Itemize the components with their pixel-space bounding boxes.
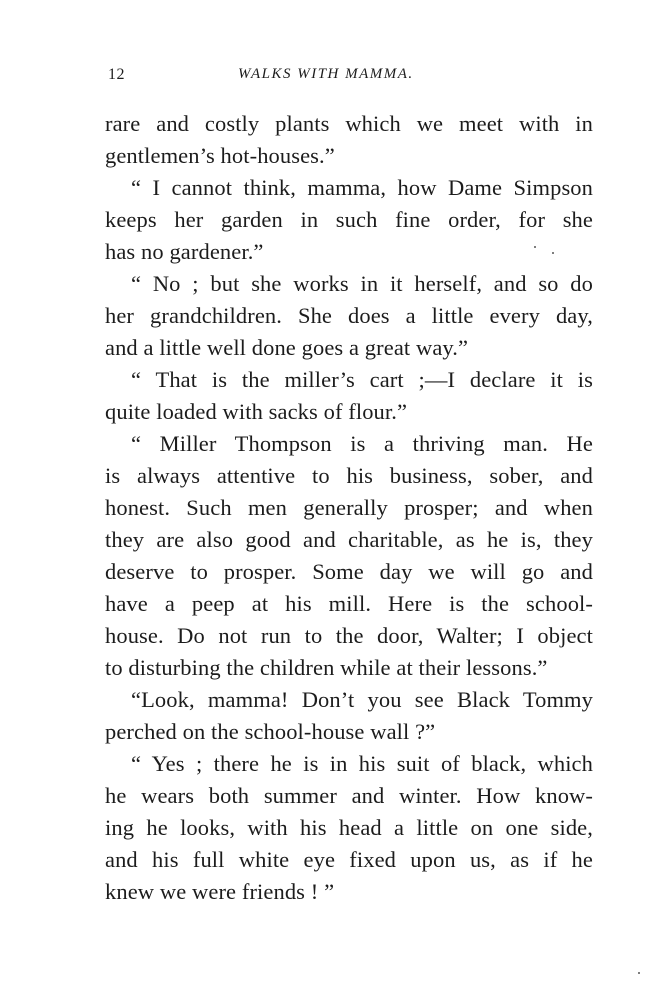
print-speck: [534, 246, 536, 248]
text-line: rare and costly plants which we meet with in: [105, 111, 593, 136]
text-line: honest. Such men generally prosper; and when: [105, 495, 593, 520]
text-line: he wears both summer and winter. How know-: [105, 783, 593, 808]
page-number: 12: [108, 66, 125, 83]
print-speck: [638, 972, 640, 974]
text-line: “Look, mamma! Don’t you see Black Tommy: [131, 687, 593, 712]
page-header: [108, 66, 592, 90]
text-line: quite loaded with sacks of flour.”: [105, 399, 408, 424]
text-line: “ No ; but she works in it herself, and so do: [131, 271, 593, 296]
text-line: keeps her garden in such fine order, for she: [105, 207, 593, 232]
text-line: has no gardener.”: [105, 239, 264, 264]
text-line: have a peep at his mill. Here is the school-: [105, 591, 593, 616]
text-line: to disturbing the children while at their lessons.”: [105, 655, 548, 680]
text-line: is always attentive to his business, sober, and: [105, 463, 593, 488]
running-title: WALKS WITH MAMMA.: [238, 66, 414, 82]
text-line: house. Do not run to the door, Walter; I object: [105, 623, 593, 648]
text-line: and a little well done goes a great way.”: [105, 335, 469, 360]
text-line: ing he looks, with his head a little on one side,: [105, 815, 593, 840]
print-speck: [552, 252, 554, 254]
body-text: [105, 108, 593, 908]
text-line: “ I cannot think, mamma, how Dame Simpson: [131, 175, 593, 200]
text-line: gentlemen’s hot-houses.”: [105, 143, 335, 168]
text-line: “ Yes ; there he is in his suit of black, which: [131, 751, 593, 776]
text-line: her grandchildren. She does a little every day,: [105, 303, 593, 328]
text-line: deserve to prosper. Some day we will go and: [105, 559, 593, 584]
text-line: and his full white eye fixed upon us, as if he: [105, 847, 593, 872]
text-line: perched on the school-house wall ?”: [105, 719, 436, 744]
text-line: they are also good and charitable, as he is, they: [105, 527, 593, 552]
text-line: knew we were friends ! ”: [105, 879, 335, 904]
text-line: “ That is the miller’s cart ;—I declare it is: [131, 367, 593, 392]
text-line: “ Miller Thompson is a thriving man. He: [131, 431, 593, 456]
